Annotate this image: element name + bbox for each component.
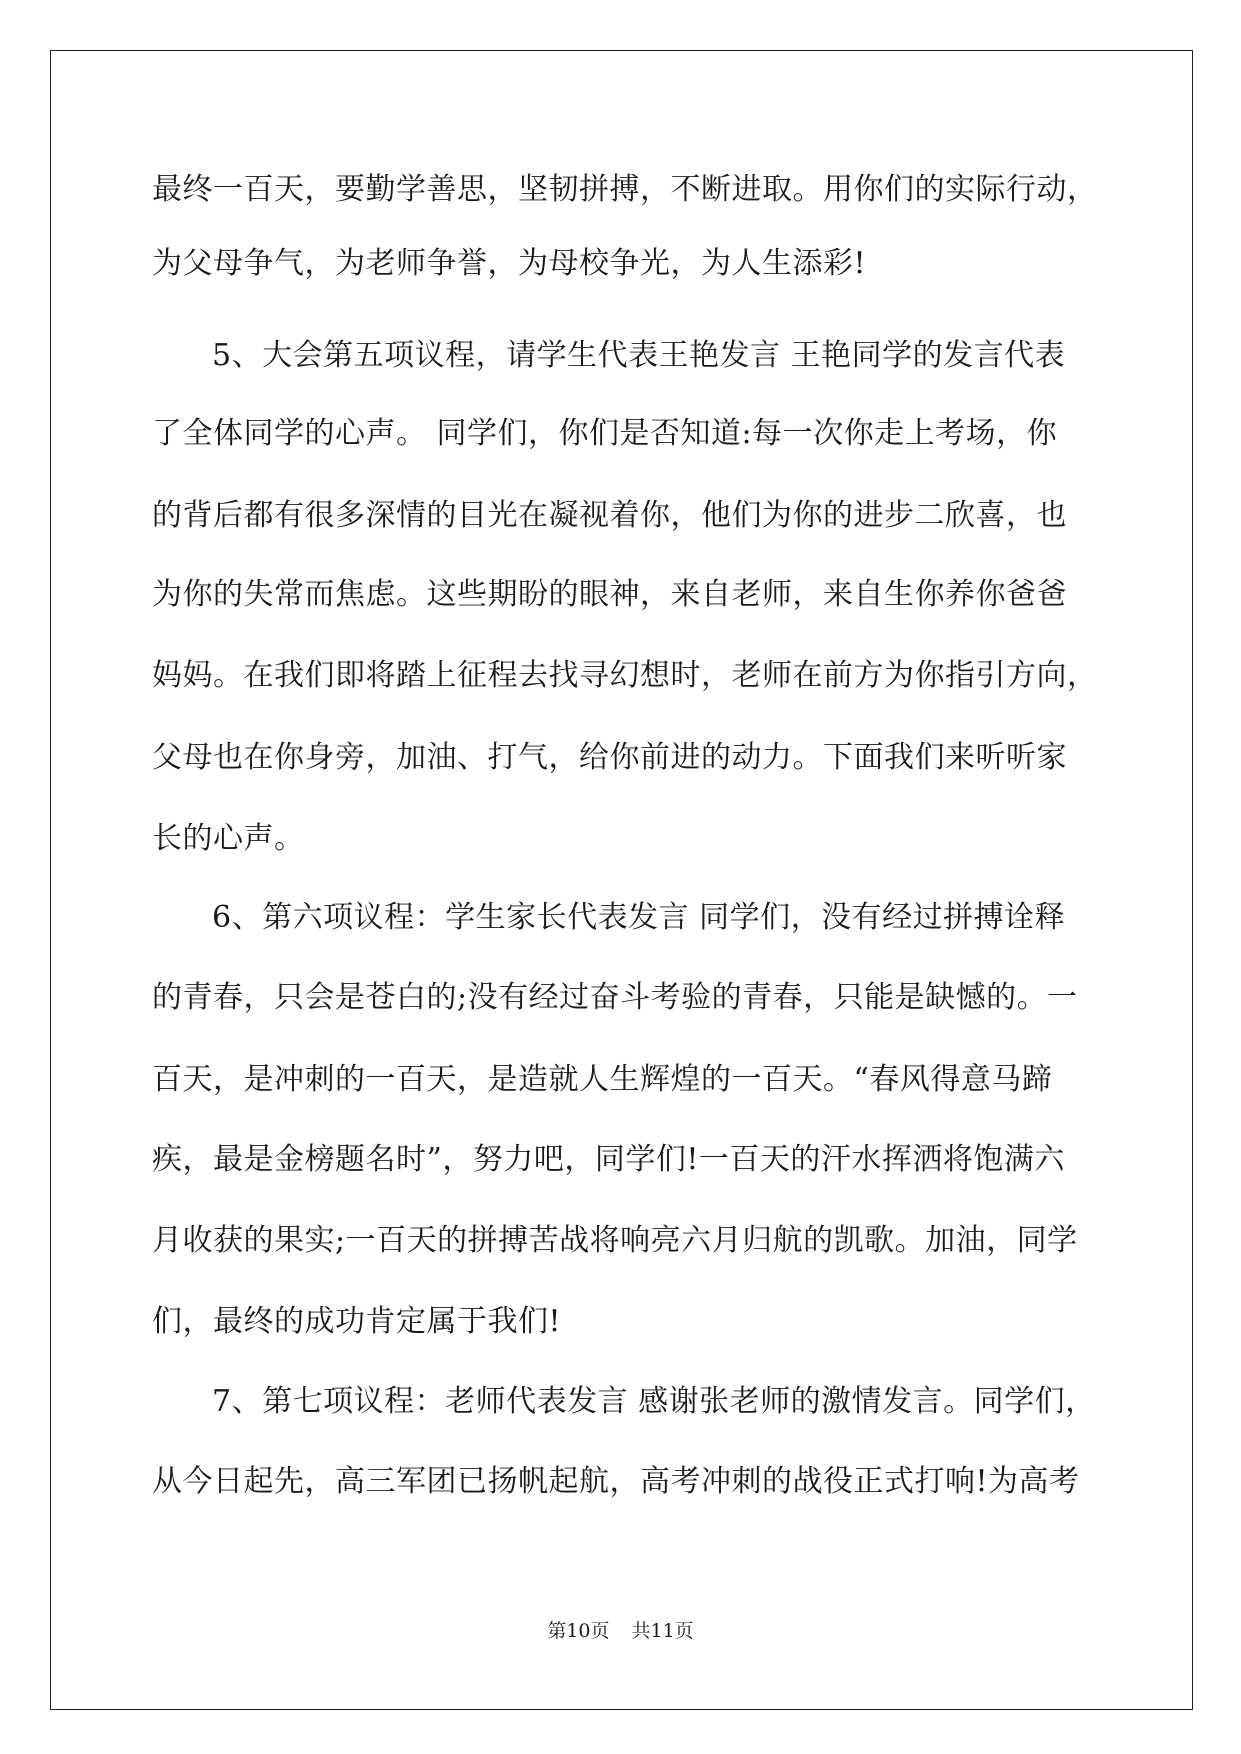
text-line: 疾，最是金榜题名时”，努力吧，同学们!一百天的汗水挥洒将饱满六 bbox=[152, 1142, 1065, 1177]
text-line: 妈妈。在我们即将踏上征程去找寻幻想时，老师在前方为你指引方向， bbox=[152, 658, 1098, 693]
text-line: 父母也在你身旁，加油、打气，给你前进的动力。下面我们来听听家 bbox=[152, 740, 1067, 775]
text-line: 7、第七项议程：老师代表发言 感谢张老师的激情发言。同学们， bbox=[212, 1384, 1096, 1419]
text-line: 5、大会第五项议程，请学生代表王艳发言 王艳同学的发言代表 bbox=[212, 338, 1066, 373]
page-footer bbox=[0, 1616, 1241, 1646]
text-line: 为父母争气，为老师争誉，为母校争光，为人生添彩! bbox=[152, 246, 867, 281]
text-line: 了全体同学的心声。 同学们，你们是否知道:每一次你走上考场，你 bbox=[152, 416, 1058, 451]
text-line: 最终一百天，要勤学善思，坚韧拼搏，不断进取。用你们的实际行动， bbox=[152, 172, 1098, 207]
text-line: 们，最终的成功肯定属于我们! bbox=[152, 1304, 562, 1339]
text-line: 的青春，只会是苍白的;没有经过奋斗考验的青春，只能是缺憾的。一 bbox=[152, 980, 1078, 1015]
text-line: 的背后都有很多深情的目光在凝视着你，他们为你的进步二欣喜，也 bbox=[152, 498, 1067, 533]
text-line: 从今日起先，高三军团已扬帆起航，高考冲刺的战役正式打响!为高考 bbox=[152, 1464, 1080, 1499]
page-total: 共11页 bbox=[631, 1620, 694, 1642]
page-border bbox=[50, 50, 1193, 1710]
text-line: 为你的失常而焦虑。这些期盼的眼神，来自老师，来自生你养你爸爸 bbox=[152, 577, 1067, 612]
page-number: 第10页 bbox=[547, 1620, 610, 1642]
text-line: 6、第六项议程：学生家长代表发言 同学们，没有经过拼搏诠释 bbox=[212, 900, 1066, 935]
text-line: 长的心声。 bbox=[152, 821, 305, 856]
text-line: 百天，是冲刺的一百天，是造就人生辉煌的一百天。“春风得意马蹄 bbox=[152, 1062, 1053, 1097]
text-line: 月收获的果实;一百天的拼搏苦战将响亮六月归航的凯歌。加油，同学 bbox=[152, 1223, 1078, 1258]
